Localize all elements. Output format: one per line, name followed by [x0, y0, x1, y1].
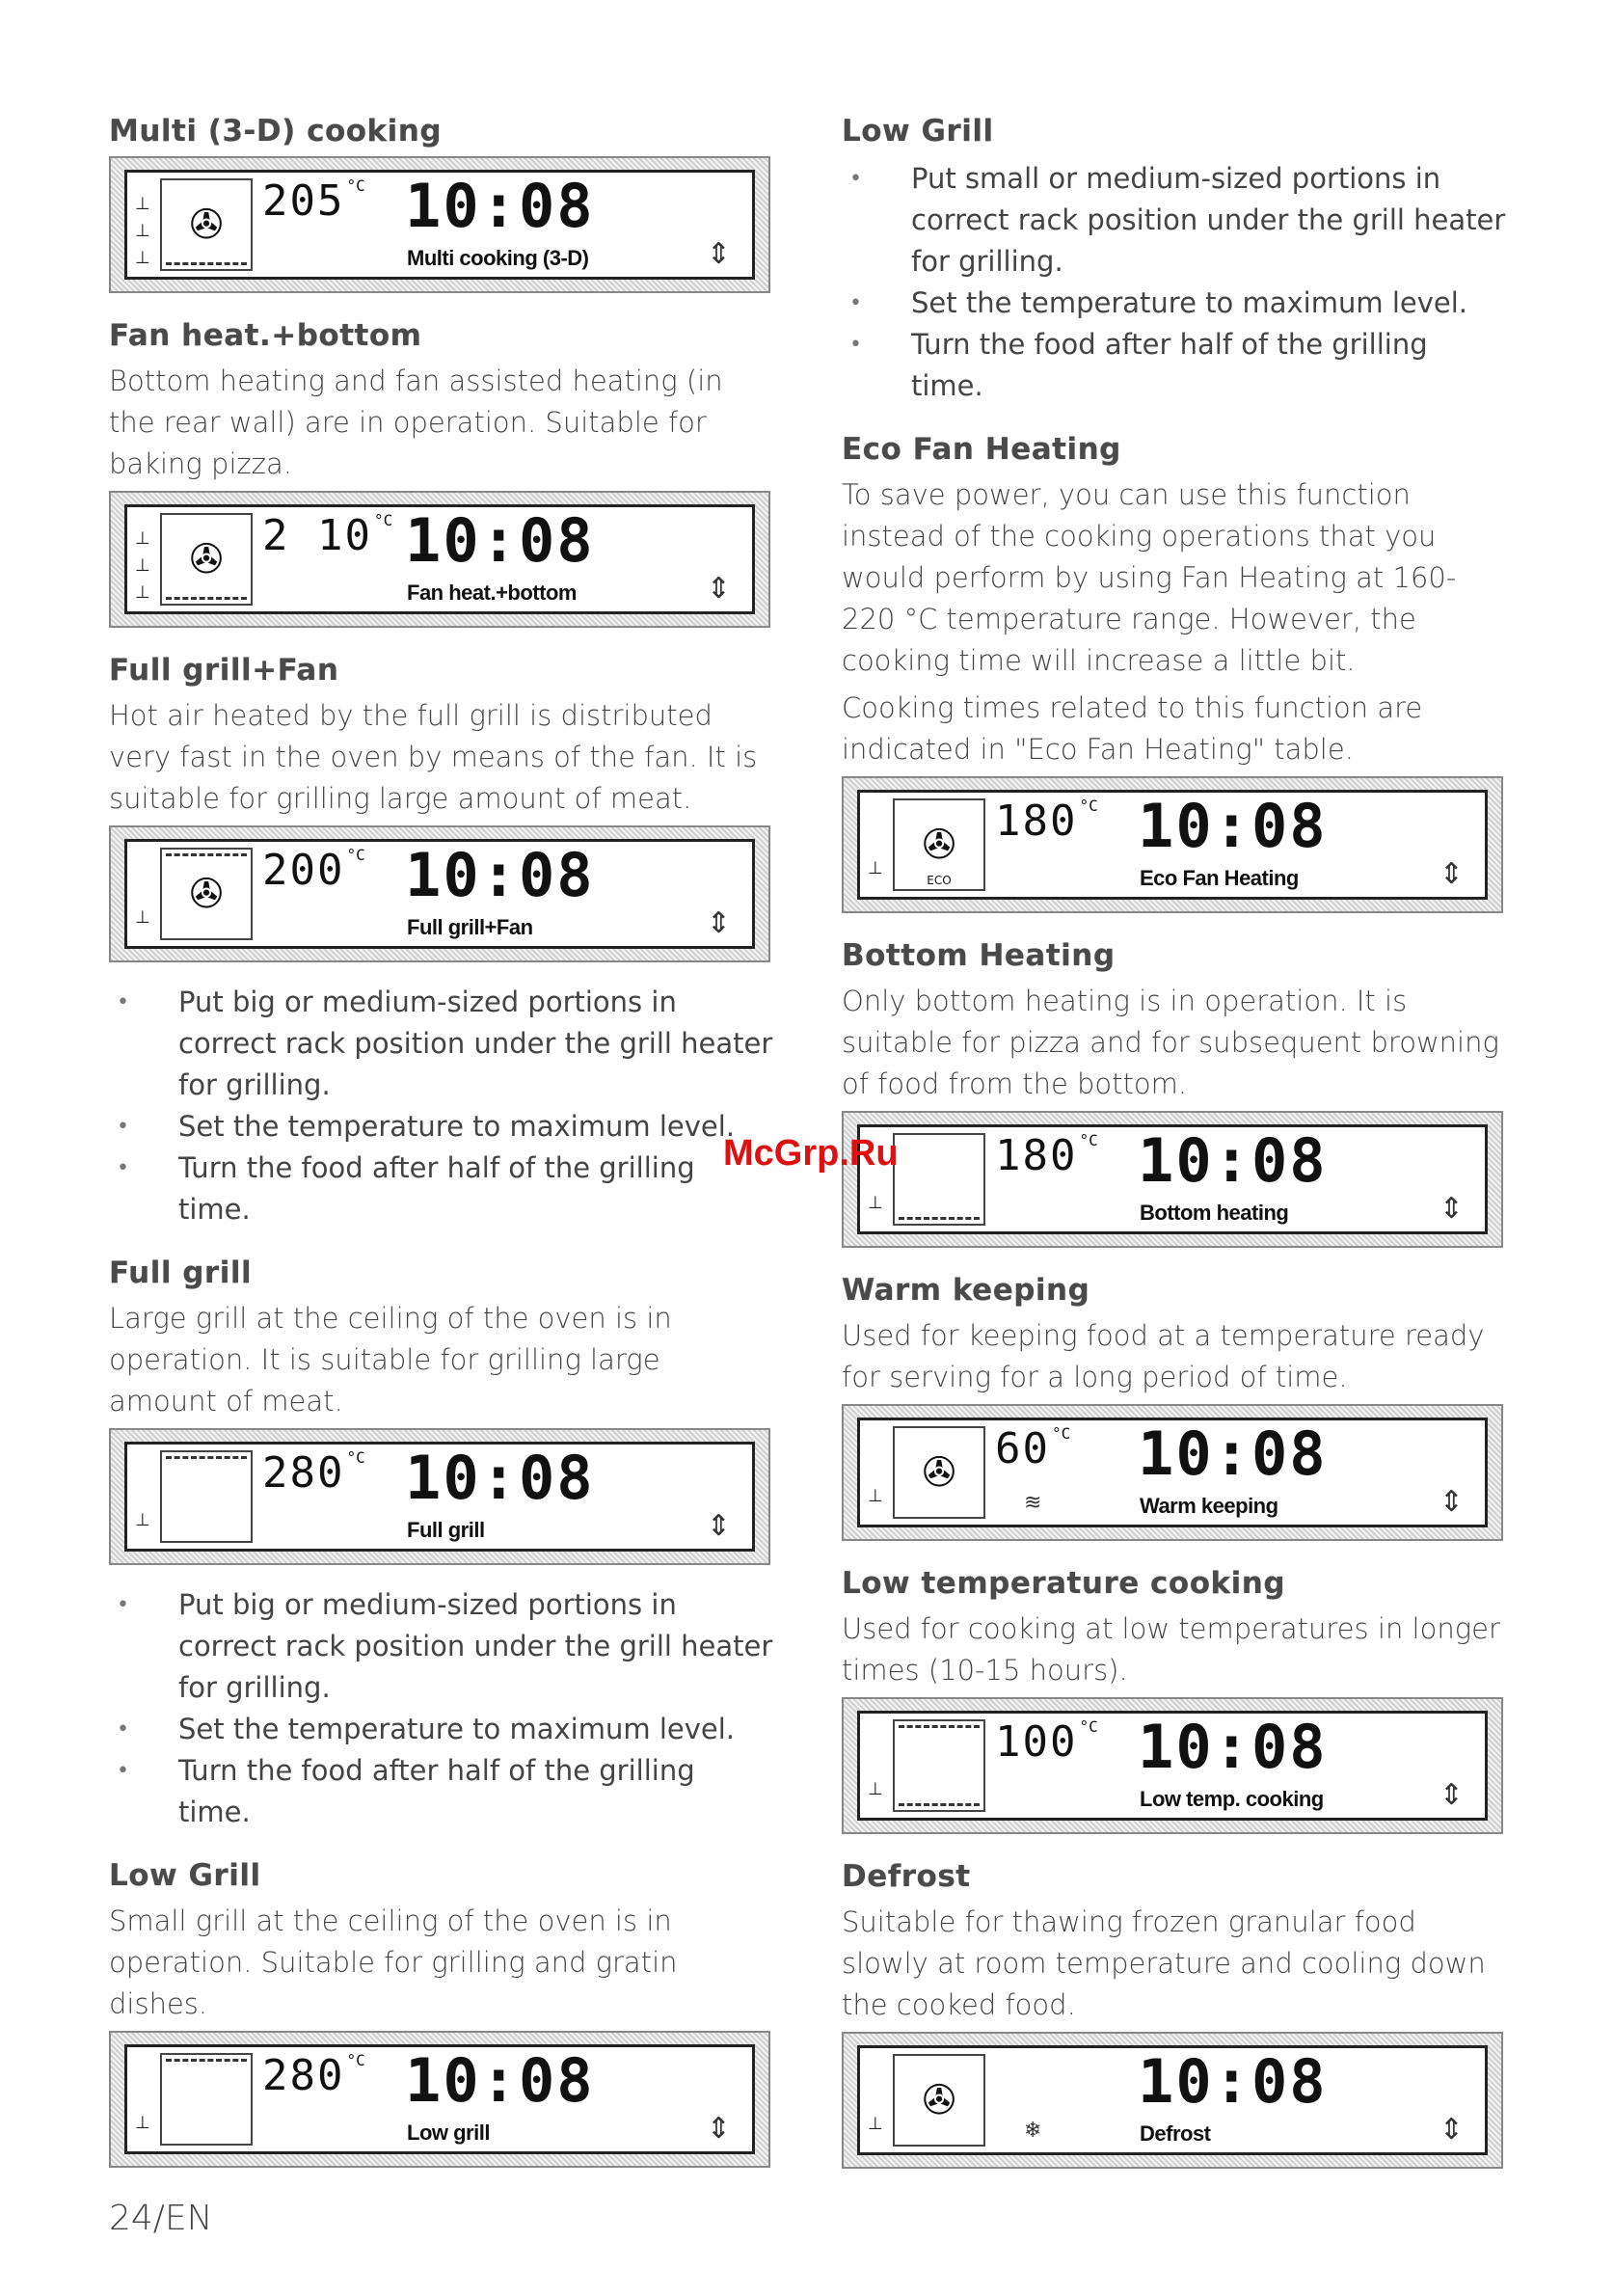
- section-heading: Multi (3-D) cooking: [109, 114, 443, 149]
- oven-display-panel: [842, 1111, 1503, 1248]
- section-eco-fan-heating: [842, 432, 1507, 913]
- section-heading: Fan heat.+bottom: [109, 318, 422, 353]
- section-heading: Bottom Heating: [842, 938, 1116, 973]
- clock-readout: 10:08: [405, 505, 595, 576]
- rack-position-icon: ⊥: [135, 1510, 150, 1530]
- bullet-item: • Put small or medium-sized portions in correct rack position under the grill heater for grilling.: [842, 158, 1507, 283]
- temperature-unit: °C: [1079, 1717, 1098, 1736]
- section-heading: Low temperature cooking: [842, 1566, 1286, 1601]
- mode-label: Fan heat.+bottom: [407, 581, 577, 605]
- section-multi-3-d-cooking: [109, 114, 774, 293]
- oven-display-panel: [842, 776, 1503, 913]
- temperature-value: 2 10: [262, 511, 372, 560]
- bullet-item: • Turn the food after half of the grilling time.: [842, 324, 1507, 407]
- oven-cavity-icon: [160, 513, 253, 606]
- oven-cavity-icon: [160, 2053, 253, 2146]
- clock-readout: 10:08: [1138, 2046, 1328, 2117]
- mode-label: Warm keeping: [1140, 1494, 1278, 1518]
- section-paragraph: To save power, you can use this function instead of the cooking operations that you would perform by using Fan Heating at 160-220 °C temperature range. However, the cooking time will increase a little bit.: [842, 478, 1457, 677]
- section-heading: Full grill: [109, 1256, 253, 1290]
- clock-readout: 10:08: [405, 171, 595, 241]
- temperature-unit: °C: [1051, 1424, 1071, 1443]
- clock-readout: 10:08: [1138, 1418, 1328, 1489]
- temperature-readout: [995, 797, 1098, 846]
- clock-readout: 10:08: [1138, 791, 1328, 861]
- oven-display-panel: [842, 1404, 1503, 1541]
- display-screen: [124, 504, 755, 614]
- temperature-unit: °C: [1079, 797, 1098, 815]
- rack-position-icon: ⊥ ⊥ ⊥: [135, 194, 150, 268]
- bottom-heater-icon: [899, 1217, 980, 1220]
- temperature-readout: [995, 1424, 1070, 1473]
- up-down-arrow-icon: ⇕: [1439, 2113, 1464, 2147]
- display-screen: [124, 839, 755, 949]
- mode-label: Full grill+Fan: [407, 915, 533, 939]
- fan-icon: ✇: [189, 870, 224, 917]
- temperature-value: 180: [995, 1131, 1078, 1180]
- section-bottom-heating: [842, 938, 1507, 1248]
- clock-readout: 10:08: [405, 2045, 595, 2116]
- mode-label: Low grill: [407, 2120, 490, 2145]
- temperature-value: 280: [262, 2051, 345, 2100]
- oven-display-panel: [842, 2032, 1503, 2169]
- temperature-unit: °C: [1079, 1131, 1098, 1149]
- bullet-item: • Set the temperature to maximum level.: [109, 1709, 774, 1750]
- section-paragraph: Suitable for thawing frozen granular food slowly at room temperature and cooling down the cooked food.: [842, 1905, 1486, 2021]
- section-warm-keeping: [842, 1273, 1507, 1541]
- rack-position-icon: ⊥ ⊥ ⊥: [135, 528, 150, 603]
- rack-position-icon: ⊥: [868, 1193, 883, 1213]
- fan-icon: ✇: [189, 535, 224, 582]
- section-heading: Full grill+Fan: [109, 653, 339, 688]
- section-heading: Defrost: [842, 1859, 971, 1894]
- steam-icon: ≋: [1024, 1491, 1042, 1515]
- bullet-item: • Turn the food after half of the grilling time.: [109, 1750, 774, 1833]
- watermark: McGrp.Ru: [723, 1133, 899, 1174]
- up-down-arrow-icon: ⇕: [706, 237, 731, 271]
- eco-label: ECO: [927, 874, 952, 887]
- oven-cavity-icon: [893, 2054, 985, 2147]
- temperature-value: 180: [995, 797, 1078, 846]
- right-column: [842, 114, 1507, 2194]
- mode-label: Full grill: [407, 1518, 485, 1542]
- bullet-list: [842, 158, 1507, 407]
- display-screen: [124, 2044, 755, 2154]
- section-low-grill: [842, 114, 1507, 407]
- display-screen: [124, 1442, 755, 1552]
- section-low-grill: [109, 1858, 774, 2168]
- bottom-heater-icon: [166, 262, 247, 265]
- fan-icon: ✇: [922, 2076, 956, 2123]
- fan-icon: ✇: [922, 1448, 956, 1496]
- bullet-item: • Put big or medium-sized portions in correct rack position under the grill heater for grilling.: [109, 1584, 774, 1709]
- section-full-grill: [109, 1256, 774, 1833]
- mode-label: Eco Fan Heating: [1140, 866, 1299, 890]
- rack-position-icon: ⊥: [135, 907, 150, 928]
- fan-icon: ✇: [189, 201, 224, 248]
- bullet-list: [109, 982, 774, 1230]
- section-fan-heat-bottom: [109, 318, 774, 628]
- display-screen: [857, 1711, 1488, 1821]
- snowflake-drop-icon: ❄: [1024, 2119, 1042, 2143]
- grill-heater-icon: [899, 1725, 980, 1728]
- section-paragraph: Used for keeping food at a temperature ready for serving for a long period of time.: [842, 1319, 1485, 1393]
- oven-cavity-icon: [893, 1426, 985, 1519]
- temperature-readout: [262, 1448, 365, 1498]
- rack-position-icon: ⊥: [868, 2114, 883, 2134]
- up-down-arrow-icon: ⇕: [1439, 1778, 1464, 1812]
- clock-readout: 10:08: [405, 1443, 595, 1513]
- rack-position-icon: ⊥: [135, 2113, 150, 2133]
- oven-display-panel: [842, 1697, 1503, 1834]
- up-down-arrow-icon: ⇕: [706, 1509, 731, 1543]
- rack-position-icon: ⊥: [868, 1779, 883, 1799]
- section-paragraph: Bottom heating and fan assisted heating (in the rear wall) are in operation. Suitable for baking pizza.: [109, 365, 723, 480]
- bottom-heater-icon: [899, 1803, 980, 1806]
- oven-cavity-icon: [893, 1719, 985, 1812]
- bullet-item: • Put big or medium-sized portions in correct rack position under the grill heater for grilling.: [109, 982, 774, 1106]
- section-paragraph: Hot air heated by the full grill is distributed very fast in the oven by means of the fan. It is suitable for grilling large amount of meat.: [109, 699, 758, 815]
- oven-display-panel: [109, 825, 770, 962]
- oven-display-panel: [109, 2031, 770, 2168]
- section-heading: Eco Fan Heating: [842, 432, 1121, 467]
- section-defrost: [842, 1859, 1507, 2169]
- up-down-arrow-icon: ⇕: [1439, 1192, 1464, 1226]
- temperature-unit: °C: [373, 511, 393, 529]
- temperature-unit: °C: [346, 176, 365, 195]
- rack-position-icon: ⊥: [868, 1486, 883, 1506]
- oven-cavity-icon: [160, 1450, 253, 1543]
- temperature-value: 60: [995, 1424, 1050, 1473]
- display-screen: [857, 790, 1488, 900]
- temperature-readout: [262, 176, 365, 226]
- grill-heater-icon: [166, 853, 247, 856]
- up-down-arrow-icon: ⇕: [706, 572, 731, 606]
- section-heading: Low Grill: [109, 1858, 261, 1893]
- section-full-grill-fan: [109, 653, 774, 1230]
- temperature-unit: °C: [346, 1448, 365, 1467]
- section-paragraph: Cooking times related to this function are indicated in "Eco Fan Heating" table.: [842, 691, 1423, 766]
- temperature-unit: °C: [346, 846, 365, 864]
- section-paragraph: Small grill at the ceiling of the oven is in operation. Suitable for grilling and gratin dishes.: [109, 1904, 678, 2020]
- temperature-value: 205: [262, 176, 345, 226]
- section-paragraph: Used for cooking at low temperatures in longer times (10-15 hours).: [842, 1612, 1500, 1687]
- mode-label: Multi cooking (3-D): [407, 246, 589, 270]
- oven-display-panel: [109, 156, 770, 293]
- clock-readout: 10:08: [1138, 1712, 1328, 1782]
- section-heading: Low Grill: [842, 114, 994, 149]
- grill-heater-icon: [166, 1456, 247, 1459]
- display-screen: [857, 2045, 1488, 2155]
- bottom-heater-icon: [166, 597, 247, 600]
- oven-cavity-icon: [893, 1133, 985, 1226]
- display-screen: [857, 1124, 1488, 1234]
- page-number: 24/EN: [109, 2199, 213, 2238]
- up-down-arrow-icon: ⇕: [706, 2112, 731, 2146]
- oven-display-panel: [109, 1428, 770, 1565]
- clock-readout: 10:08: [405, 840, 595, 910]
- temperature-readout: [262, 511, 392, 560]
- temperature-value: 280: [262, 1448, 345, 1498]
- oven-cavity-icon: [893, 798, 985, 891]
- section-low-temperature-cooking: [842, 1566, 1507, 1834]
- grill-heater-icon: [166, 2059, 247, 2062]
- temperature-readout: [262, 846, 365, 895]
- up-down-arrow-icon: ⇕: [1439, 1485, 1464, 1519]
- temperature-readout: [995, 1131, 1098, 1180]
- rack-position-icon: ⊥: [868, 858, 883, 878]
- oven-cavity-icon: [160, 178, 253, 271]
- temperature-readout: [262, 2051, 365, 2100]
- temperature-value: 100: [995, 1717, 1078, 1767]
- mode-label: Low temp. cooking: [1140, 1787, 1324, 1811]
- oven-cavity-icon: [160, 848, 253, 940]
- up-down-arrow-icon: ⇕: [1439, 857, 1464, 891]
- temperature-value: 200: [262, 846, 345, 895]
- mode-label: Bottom heating: [1140, 1201, 1289, 1225]
- section-paragraph: Large grill at the ceiling of the oven is in operation. It is suitable for grilling large amount of meat.: [109, 1302, 672, 1418]
- section-heading: Warm keeping: [842, 1273, 1090, 1308]
- section-paragraph: Only bottom heating is in operation. It is suitable for pizza and for subsequent browning of food from the bottom.: [842, 985, 1499, 1100]
- display-screen: [124, 170, 755, 280]
- up-down-arrow-icon: ⇕: [706, 906, 731, 940]
- bullet-list: [109, 1584, 774, 1833]
- temperature-unit: °C: [346, 2051, 365, 2069]
- oven-display-panel: [109, 491, 770, 628]
- mode-label: Defrost: [1140, 2121, 1211, 2146]
- clock-readout: 10:08: [1138, 1125, 1328, 1196]
- bullet-item: • Turn the food after half of the grilling time.: [109, 1148, 774, 1230]
- bullet-item: • Set the temperature to maximum level.: [842, 283, 1507, 324]
- temperature-readout: [995, 1717, 1098, 1767]
- bullet-item: • Set the temperature to maximum level.: [109, 1106, 774, 1148]
- fan-icon: ✇: [922, 821, 956, 868]
- display-screen: [857, 1418, 1488, 1527]
- left-column: [109, 114, 774, 2193]
